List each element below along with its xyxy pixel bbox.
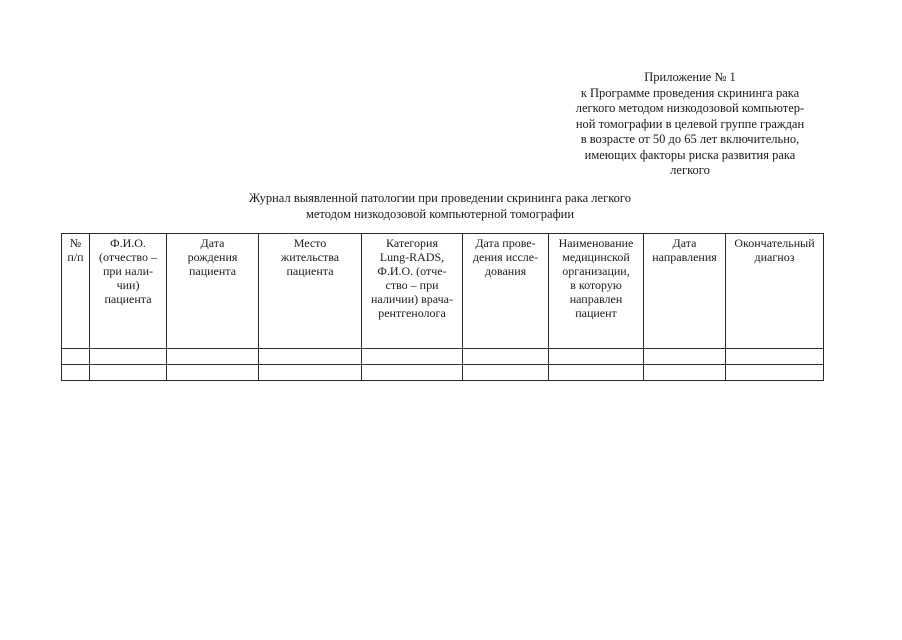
table-cell[interactable] — [90, 365, 167, 381]
table-cell[interactable] — [549, 349, 644, 365]
table-cell[interactable] — [167, 365, 259, 381]
table-cell[interactable] — [726, 349, 824, 365]
table-cell[interactable] — [644, 349, 726, 365]
table-cell[interactable] — [549, 365, 644, 381]
table-header-row — [62, 234, 824, 349]
table-cell[interactable] — [62, 365, 90, 381]
table-cell[interactable] — [259, 349, 362, 365]
header-exam-date: Дата прове- дения иссле- дования — [463, 234, 549, 349]
appendix-line: ной томографии в целевой группе граждан — [575, 116, 805, 131]
header-referral-date: Дата направления — [644, 234, 726, 349]
appendix-block — [555, 70, 825, 179]
journal-title — [200, 191, 680, 222]
header-medical-organization: Наименование медицинской организации, в которую направлен пациент — [549, 234, 644, 349]
appendix-line: имеющих факторы риска развития рака — [584, 147, 796, 162]
journal-title-line: Журнал выявленной патологии при проведении скрининга рака легкого — [249, 191, 631, 205]
header-birth-date: Дата рождения пациента — [167, 234, 259, 349]
header-number: № п/п — [62, 234, 90, 349]
table-cell[interactable] — [644, 365, 726, 381]
table-cell[interactable] — [362, 349, 463, 365]
appendix-line: в возрасте от 50 до 65 лет включительно, — [580, 132, 800, 146]
table-cell[interactable] — [259, 365, 362, 381]
journal-title-line: методом низкодозовой компьютерной томографии — [305, 206, 575, 221]
appendix-line: легкого методом низкодозовой компьютер- — [575, 101, 805, 115]
table-cell[interactable] — [726, 365, 824, 381]
table-cell[interactable] — [362, 365, 463, 381]
appendix-title: Приложение № 1 — [644, 70, 736, 84]
appendix-line: к Программе проведения скрининга рака — [580, 85, 800, 100]
table-row — [62, 349, 824, 365]
header-final-diagnosis: Окончательный диагноз — [726, 234, 824, 349]
pathology-register-table — [61, 233, 824, 381]
table-cell[interactable] — [463, 349, 549, 365]
appendix-line: легкого — [670, 163, 710, 177]
header-patient-name: Ф.И.О. (отчество – при нали- чии) пациента — [90, 234, 167, 349]
table-cell[interactable] — [62, 349, 90, 365]
header-residence: Место жительства пациента — [259, 234, 362, 349]
header-lung-rads-radiologist: Категория Lung-RADS, Ф.И.О. (отче- ство – при наличии) врача- рентгенолога — [362, 234, 463, 349]
table-cell[interactable] — [463, 365, 549, 381]
table-row — [62, 365, 824, 381]
table-cell[interactable] — [167, 349, 259, 365]
table-cell[interactable] — [90, 349, 167, 365]
